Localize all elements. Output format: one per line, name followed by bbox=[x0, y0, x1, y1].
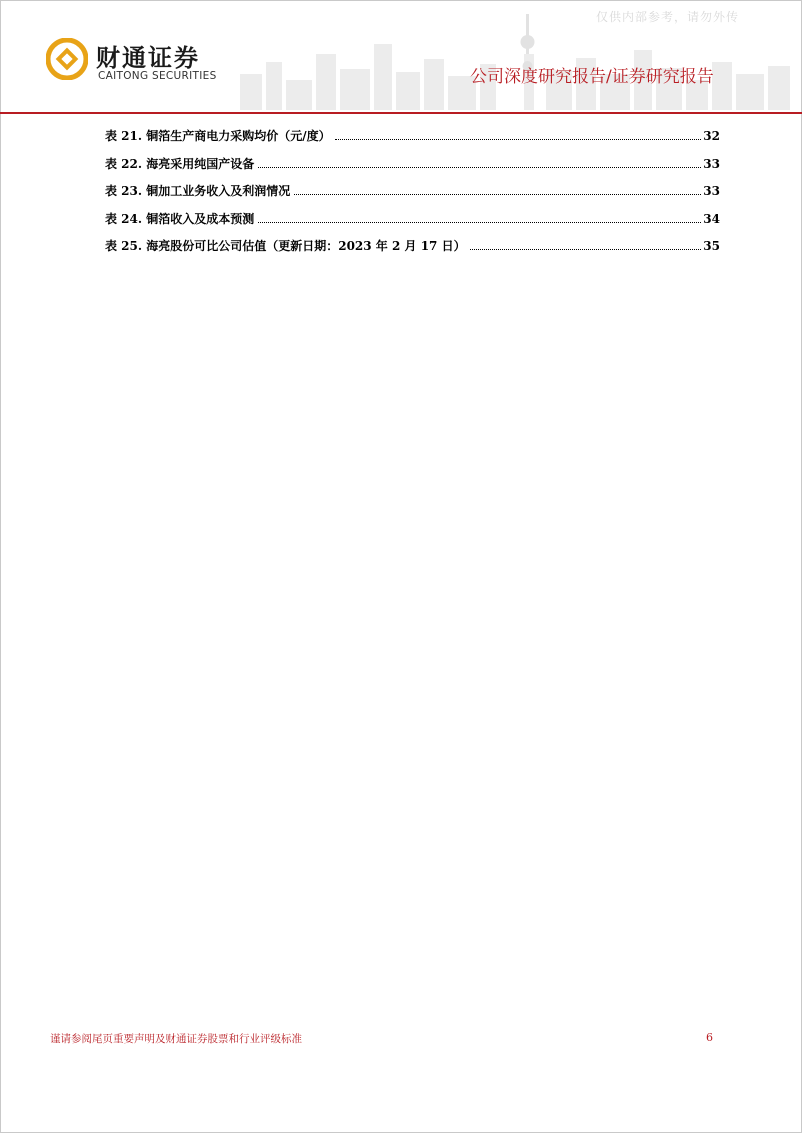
toc-entry[interactable] bbox=[105, 237, 720, 265]
toc-leader-dots bbox=[335, 138, 702, 140]
toc-entry[interactable] bbox=[105, 127, 720, 155]
toc-entry-page: 33 bbox=[703, 156, 720, 171]
caitong-logo bbox=[46, 38, 88, 80]
toc-leader-dots bbox=[470, 248, 702, 250]
toc-entry-page: 33 bbox=[703, 184, 720, 198]
brand-name-cn: 财通证券 bbox=[96, 44, 200, 72]
toc-leader-dots bbox=[258, 221, 701, 223]
toc-entry-title: 表 22. 海亮采用纯国产设备 bbox=[105, 156, 255, 171]
table-of-contents bbox=[105, 127, 720, 265]
footer-disclaimer: 谨请参阅尾页重要声明及财通证券股票和行业评级标准 bbox=[50, 1033, 302, 1045]
toc-leader-dots bbox=[258, 166, 701, 168]
toc-entry-page: 34 bbox=[703, 211, 720, 226]
header-divider bbox=[0, 112, 802, 114]
brand-name-en: CAITONG SECURITIES bbox=[98, 70, 217, 82]
toc-entry-title: 表 23. 铜加工业务收入及利润情况 bbox=[105, 184, 291, 198]
page-number: 6 bbox=[706, 1031, 713, 1044]
toc-entry-title: 表 21. 铜箔生产商电力采购均价（元/度） bbox=[105, 129, 331, 143]
toc-entry-page: 32 bbox=[703, 129, 720, 143]
toc-entry[interactable] bbox=[105, 155, 720, 183]
toc-entry[interactable] bbox=[105, 182, 720, 210]
toc-leader-dots bbox=[294, 193, 701, 195]
toc-entry-title: 表 25. 海亮股份可比公司估值（更新日期：2023 年 2 月 17 日） bbox=[105, 239, 466, 253]
toc-entry-title: 表 24. 铜箔收入及成本预测 bbox=[105, 211, 255, 226]
watermark: 仅供内部参考，请勿外传 bbox=[596, 10, 740, 24]
toc-entry-page: 35 bbox=[703, 239, 720, 253]
report-type: 公司深度研究报告/证券研究报告 bbox=[470, 67, 714, 87]
toc-entry[interactable] bbox=[105, 210, 720, 238]
